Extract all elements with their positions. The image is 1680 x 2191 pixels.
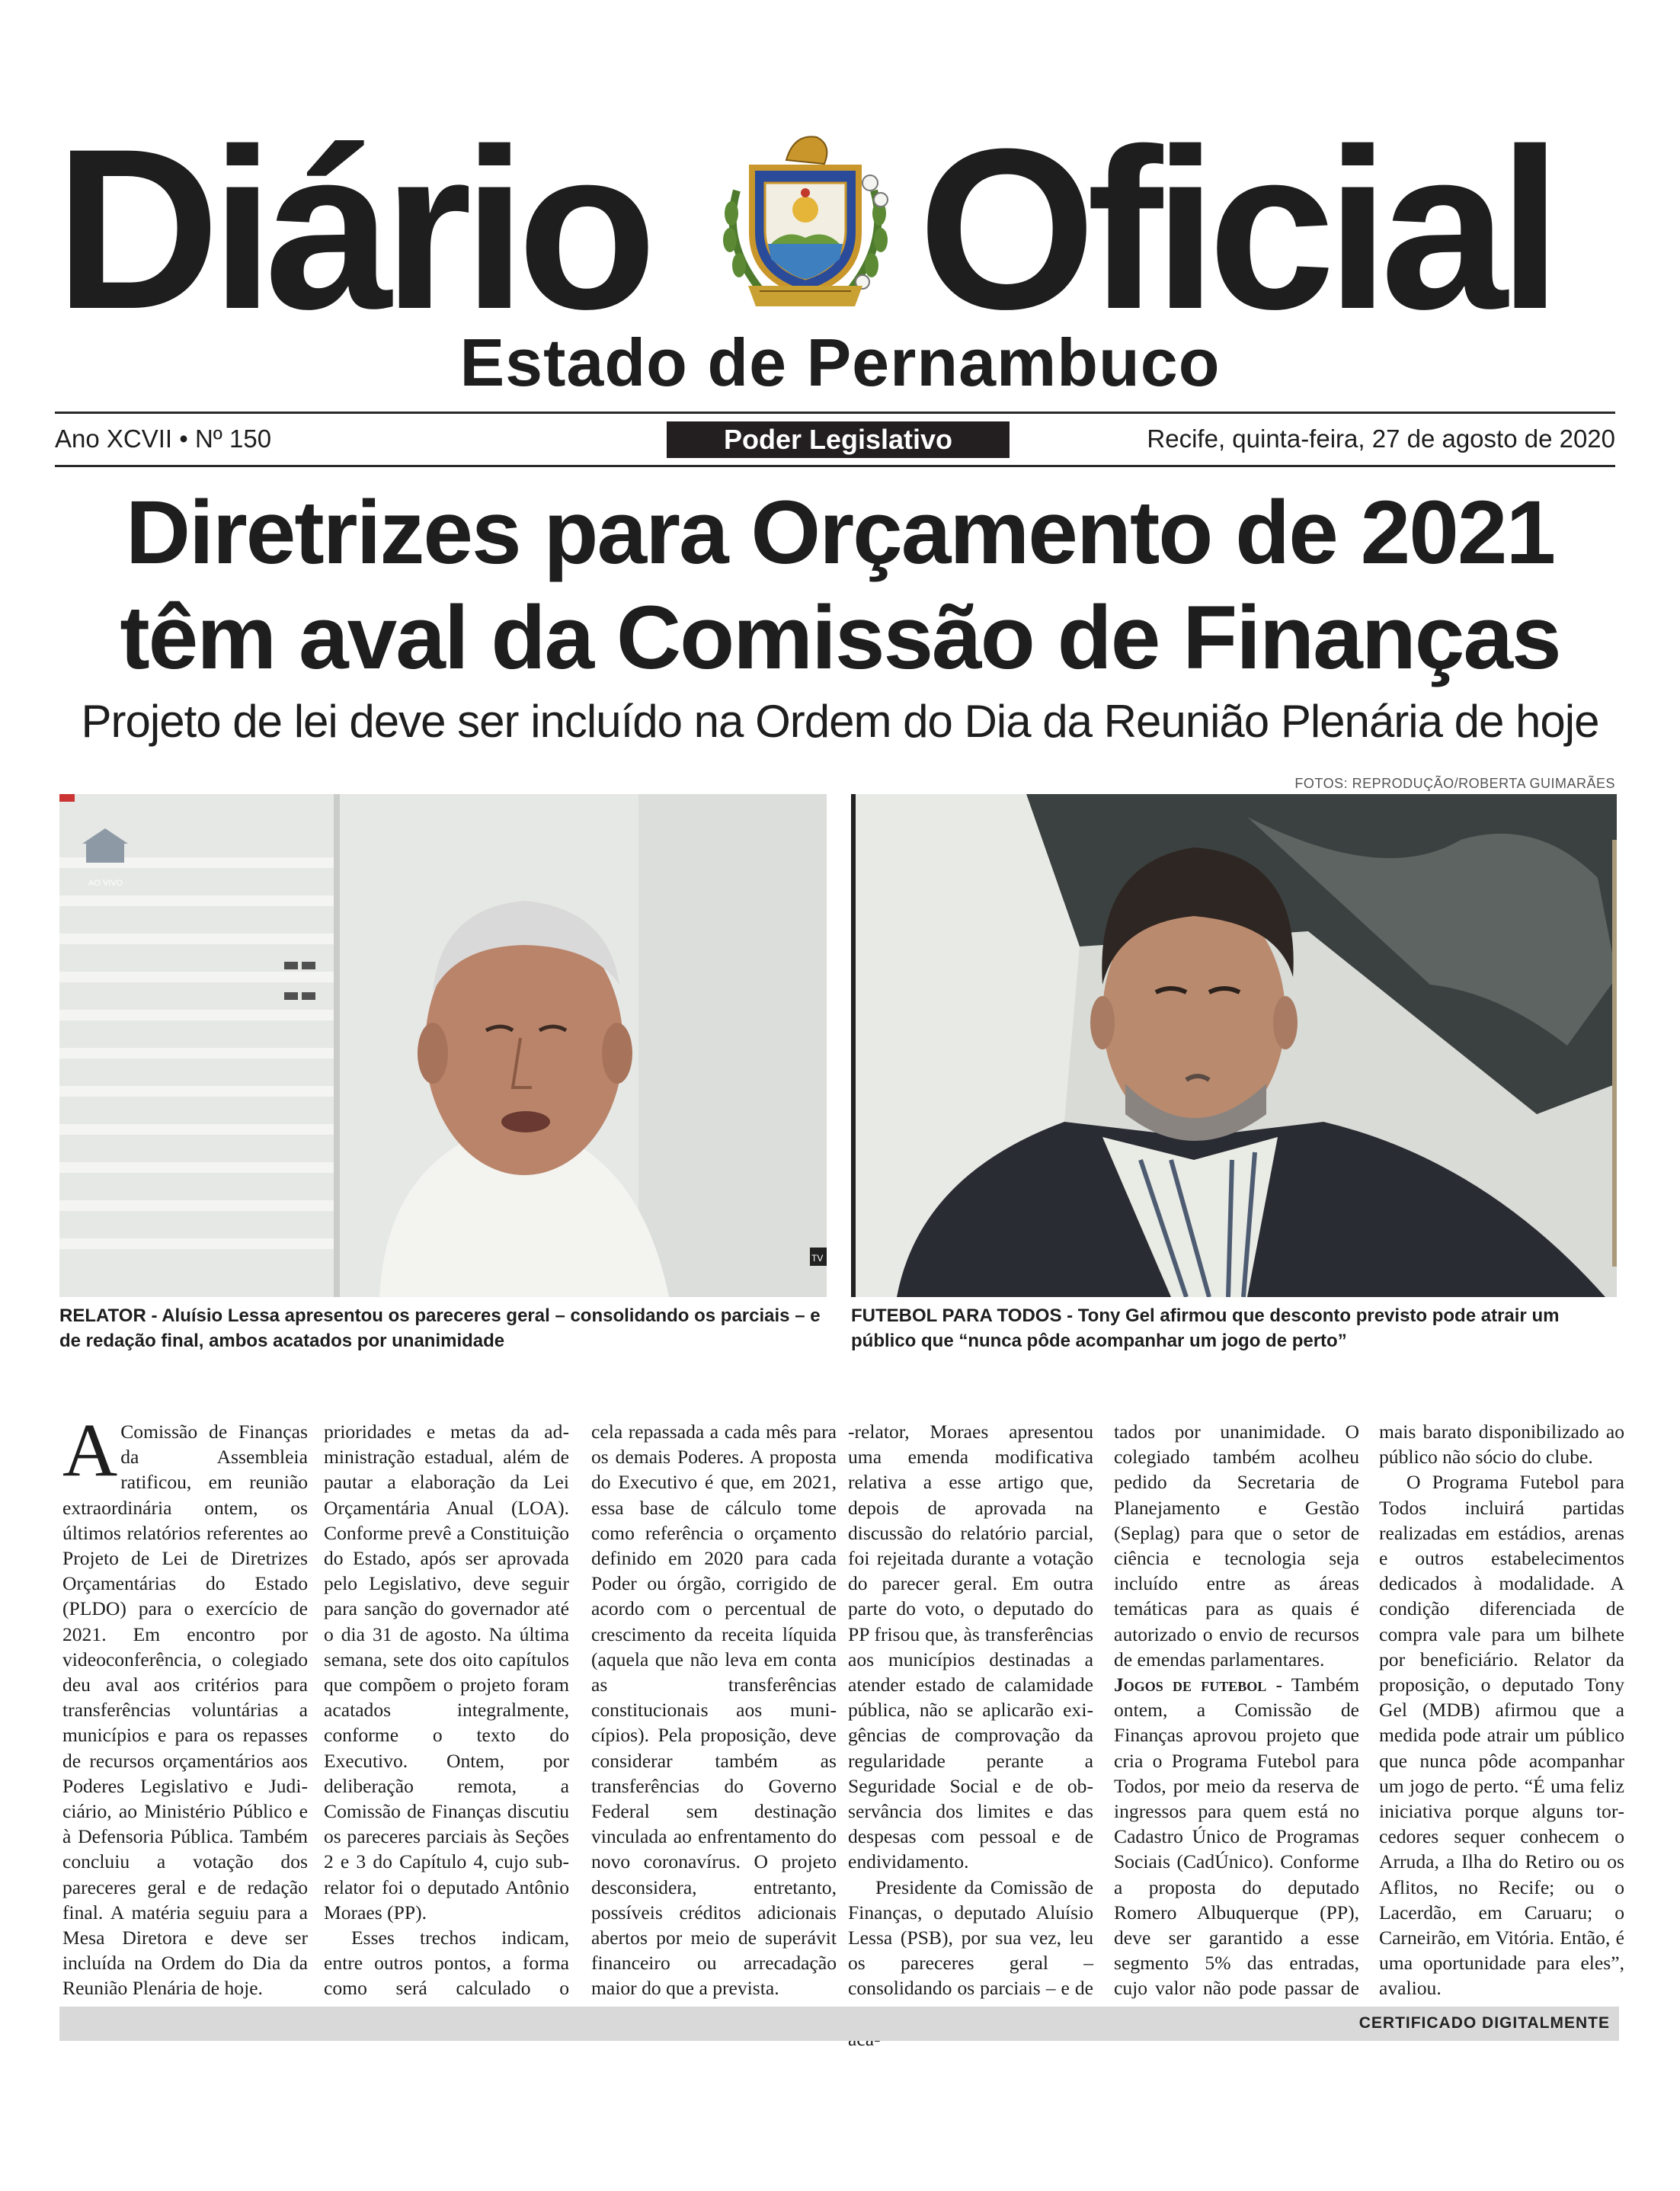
edition-number: Ano XCVII • Nº 150 — [55, 424, 272, 453]
article-paragraph: cela repassada a cada mês para os demais Poderes. A proposta do Executivo é que, em 2021, essa base de cálculo tome como referência o orçamento definido em 2020 para cada Poder ou órgão, corrigido de acordo com o percentual de crescimento da receita líquida (aquela que não leva em conta as transferências constitucionais aos municípios). Pela proposição, deve considerar também as transferências do Governo Federal sem destinação vinculada ao enfrentamento do novo coronavírus. O projeto desconsidera, entretanto, possíveis créditos adicionais abertos por meio de superávit financeiro ou arrecadação maior do que a prevista. — [591, 1421, 837, 2000]
paragraph-text: - Também ontem, a Comissão de Finanças aprovou projeto que cria o Programa Futebol para Todos, por meio da reserva de ingressos para quem está no Cadastro Único de Programas Sociais (CadÚnico). Conforme a proposta do deputado Romero Albuquerque (PP), deve ser garantido a esse segmento 5% das entradas, cujo valor não pode passar de — [1114, 1674, 1359, 2000]
article-paragraph: Esses trechos indicam, entre outros pontos, a forma como será calculado o — [324, 1927, 569, 2000]
masthead-title-left: Diário — [55, 101, 648, 357]
section-lead: Jogos de futebol — [1114, 1674, 1267, 1696]
article-column-6 — [1379, 1419, 1624, 2001]
article-column-1 — [62, 1408, 308, 2026]
article-paragraph: -relator, Moraes apresentou uma emenda modificativa relativa a esse artigo que, depois de aprovada na discussão do relatório parcial, foi rejeitada durante a votação do parecer geral. Em outra parte do voto, o deputado do PP frisou que, às transferências aos municípios destinadas a atender estado de calamidade pública, não se aplicarão exigências de comprovação da regularidade perante a Seguridade Social e de observância dos limites e das despesas com pessoal e de endividamento. — [848, 1421, 1093, 1873]
article-paragraph: prioridades e metas da administração estadual, além de pautar a elaboração da Lei Orçamentária Anual (LOA). Conforme prevê a Constituição do Estado, após ser aprovada pelo Legislativo, deve seguir para sanção do governador até o dia 31 de agosto. Na última semana, sete dos oito capítulos que compõem o projeto foram acatados integralmente, conforme o texto do Executivo. Ontem, por deliberação remota, a Comissão de Finanças discutiu os pareceres parciais às Seções 2 e 3 do Capítulo 4, cujo sub-relator foi o deputado Antônio Moraes (PP). — [324, 1421, 569, 1924]
article-paragraph: O Programa Futebol para Todos incluirá partidas realizadas em estádios, arenas e outros estabelecimentos dedicados à modalidade. A condição diferenciada de compra vale para um bilhete por beneficiário. Relator da proposição, o deputado Tony Gel (MDB) afirmou que a medida pode atrair um público que nunca pôde acompanhar um jogo de perto. “É uma feliz iniciativa porque alguns torcedores sequer conhecem o Arruda, a Ilha do Retiro ou os Aflitos, no Recife; ou o Lacerdão, em Caruaru; o Carneirão, em Vitória. Então, é uma oportunidade para eles”, avaliou. — [1379, 1471, 1624, 2000]
masthead-title-right: Oficial — [918, 101, 1553, 357]
article-paragraph — [62, 1408, 308, 2001]
headline-line-1: Diretrizes para Orçamento de 2021 — [125, 482, 1555, 583]
article-paragraph: tados por unanimidade. O colegiado também acolheu pedido da Secretaria de Planejamento e Gestão (Seplag) para que o setor de ciência e tecnologia seja incluído entre as áreas temáticas para as quais é autorizado o envio de recursos de emendas parlamentares. — [1114, 1421, 1359, 1670]
tv-label: TV — [811, 1253, 824, 1264]
section-badge: Poder Legislativo — [667, 421, 1010, 458]
masthead-top-rule — [55, 412, 1615, 414]
coat-of-arms-icon — [718, 130, 893, 312]
live-label: AO VIVO — [88, 879, 123, 888]
article-paragraph: mais barato disponibilizado ao público não sócio do clube. — [1379, 1421, 1624, 1469]
article-column-4 — [848, 1419, 1093, 2052]
caption-right: FUTEBOL PARA TODOS - Tony Gel afirmou que desconto previsto pode atrair um público que “nunca pôde acompanhar um jogo de perto” — [851, 1305, 1560, 1351]
photo-aluisio-lessa — [59, 794, 827, 1297]
photo-tony-gel — [851, 794, 1617, 1297]
article-paragraph — [1114, 1672, 1359, 2026]
masthead-bottom-rule — [55, 465, 1615, 467]
caption-left: RELATOR - Aluísio Lessa apresentou os pareceres geral – consolidando os parciais – e de redação final, ambos acatados por unanimidade — [59, 1305, 821, 1351]
headline-line-2: têm aval da Comissão de Finanças — [120, 588, 1560, 688]
issue-date: Recife, quinta-feira, 27 de agosto de 2020 — [1147, 424, 1615, 453]
article-column-3 — [591, 1419, 837, 2026]
masthead-subtitle: Estado de Pernambuco — [459, 325, 1221, 400]
digital-certificate-label: CERTIFICADO DIGITALMENTE — [1358, 2014, 1610, 2032]
article-column-5 — [1114, 1419, 1359, 2026]
photo-credit: FOTOS: REPRODUÇÃO/ROBERTA GUIMARÃES — [1294, 776, 1615, 791]
paragraph-text: Comissão de Finanças da Assembleia ratificou, em reunião extraordinária ontem, os últimos relatórios referentes ao Projeto de Lei de Diretrizes Orçamentárias do Estado (PLDO) para o exercício de 2021. Em encontro por videoconferência, o colegiado deu aval aos critérios para transferências voluntárias a municípios e para os repasses de recursos orçamentários aos Poderes Legislativo e Judiciário, ao Ministério Público e à Defensoria Pública. Também concluiu a votação dos pareceres geral e de redação final. A matéria seguiu para a Mesa Diretora e deve ser incluída na Ordem do Dia da Reunião Plenária de hoje. — [62, 1421, 308, 2000]
drop-cap: A — [62, 1408, 118, 1492]
subheadline: Projeto de lei deve ser incluído na Ordem do Dia da Reunião Plenária de hoje — [81, 696, 1599, 747]
article-column-2 — [324, 1419, 569, 2026]
article-paragraph: Presidente da Comissão de Finanças, o deputado Aluísio Lessa (PSB), por sua vez, leu os pareceres geral – consolidando os parciais – e de — [848, 1875, 1093, 2000]
